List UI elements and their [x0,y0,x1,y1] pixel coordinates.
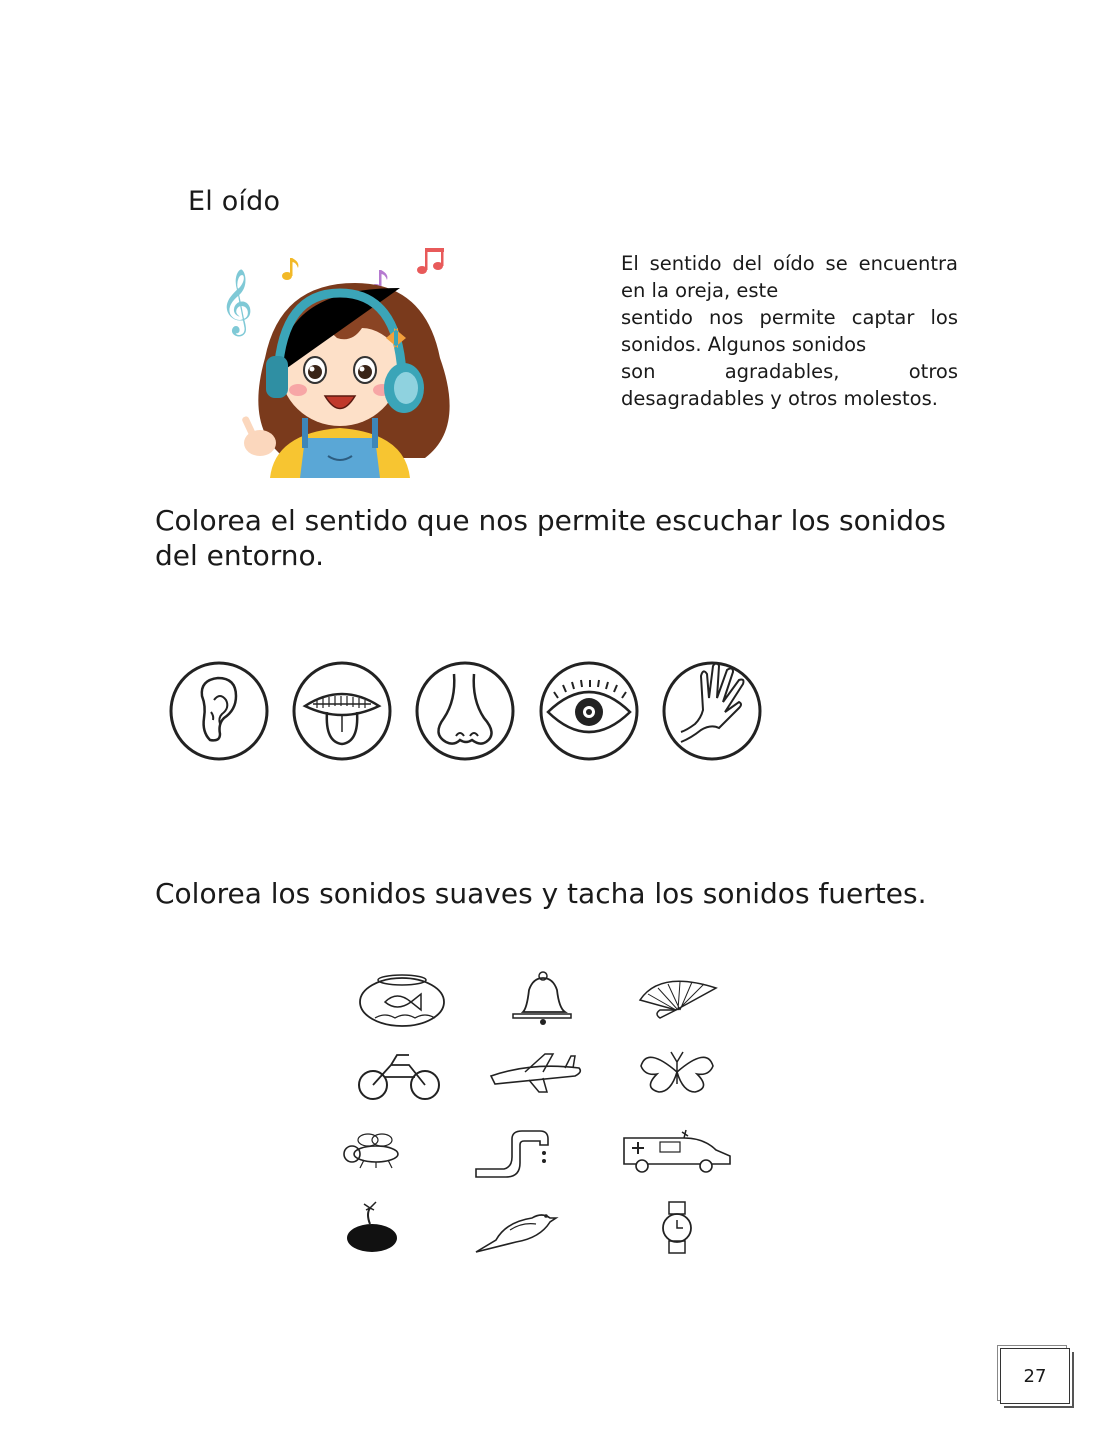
bomb-icon[interactable] [340,1200,410,1255]
description-line: en la oreja, este [621,279,779,302]
sense-description [621,250,958,412]
faucet-icon[interactable] [470,1125,555,1180]
page-title: El oído [188,186,281,217]
motorcycle-icon[interactable] [355,1045,445,1105]
ambulance-icon[interactable] [620,1128,735,1178]
fan-icon[interactable] [630,970,720,1020]
bird-icon[interactable] [470,1200,560,1255]
description-line: sentido nos permite captar los [621,306,958,329]
fly-icon[interactable] [338,1130,408,1170]
sounds-grid [330,960,750,1260]
svg-text:𝄞: 𝄞 [220,269,254,334]
nose-icon[interactable] [414,660,516,762]
eye-icon[interactable] [538,660,640,762]
page-number: 27 [1000,1348,1070,1404]
hand-icon[interactable] [661,660,763,762]
airplane-icon[interactable] [485,1050,585,1095]
butterfly-icon[interactable] [635,1048,720,1098]
description-line: sonidos. Algunos sonidos [621,333,867,356]
instruction-color-sounds: Colorea los sonidos suaves y tacha los sonidos fuertes. [155,877,927,910]
description-line: El sentido del oído se encuentra [621,252,958,275]
wristwatch-icon[interactable] [655,1200,700,1255]
description-line: desagradables y otros molestos. [621,387,938,410]
ear-icon[interactable] [168,660,270,762]
girl-headphones-illustration [190,238,475,488]
mouth-icon[interactable] [291,660,393,762]
instruction-color-sense: Colorea el sentido que nos permite escuchar los sonidos del entorno. [155,504,946,572]
fishbowl-icon[interactable] [355,970,450,1030]
bell-icon[interactable] [505,968,575,1028]
description-line: son agradables, otros [621,360,958,383]
